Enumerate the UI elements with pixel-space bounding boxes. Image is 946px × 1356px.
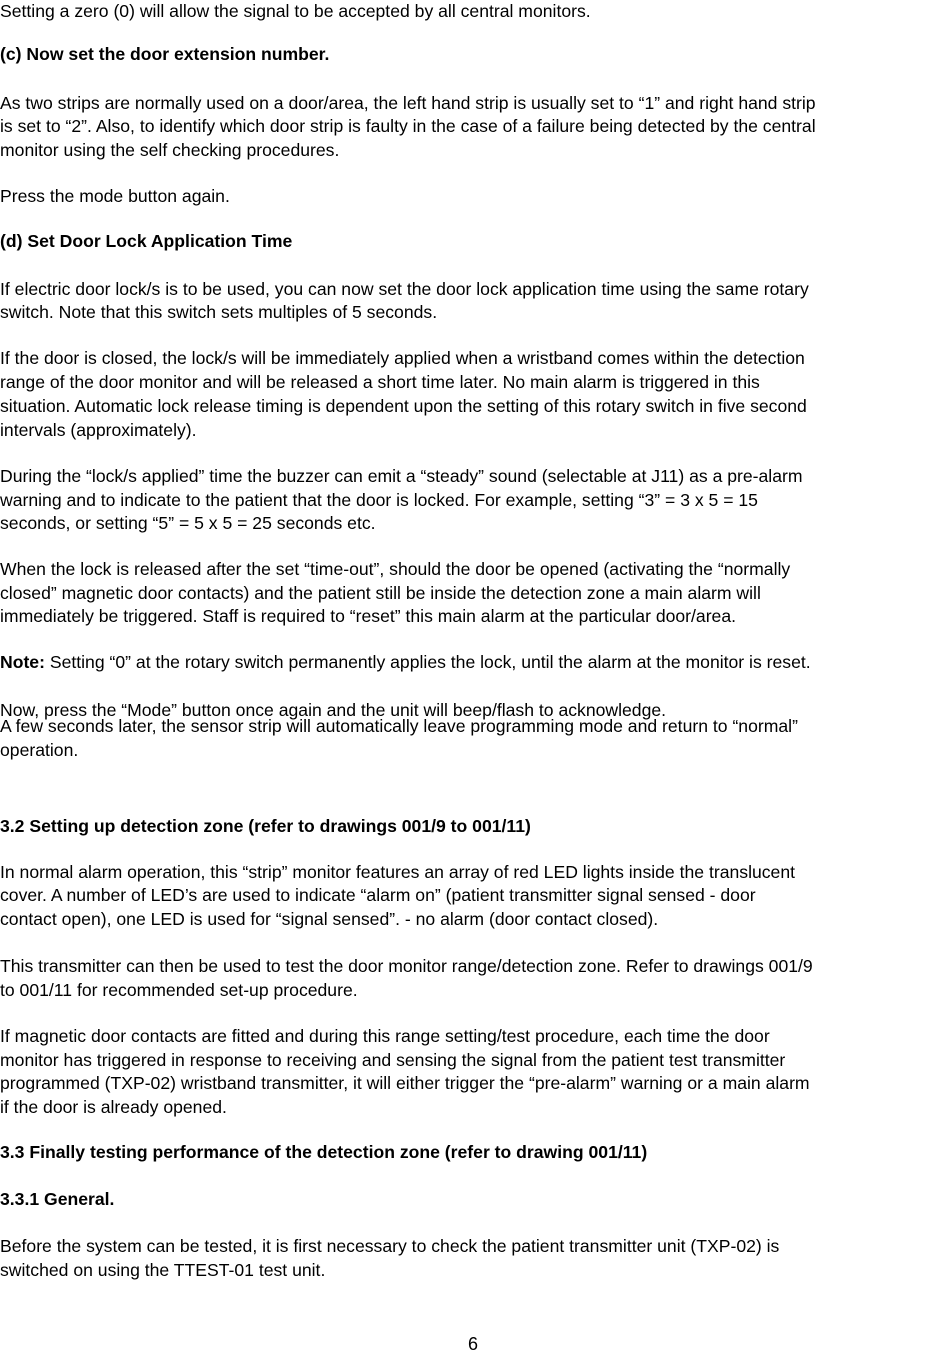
heading-3-2: 3.2 Setting up detection zone (refer to drawings 001/9 to 001/11) bbox=[0, 816, 531, 836]
paragraph-line: Press the mode button again. bbox=[0, 186, 230, 206]
note-line bbox=[0, 651, 811, 674]
paragraph-line: If magnetic door contacts are fitted and during this range setting/test procedure, each time the door bbox=[0, 1026, 770, 1046]
paragraph-line: If the door is closed, the lock/s will be immediately applied when a wristband comes within the detection bbox=[0, 348, 805, 368]
paragraph-line: This transmitter can then be used to test the door monitor range/detection zone. Refer to drawings 001/9 bbox=[0, 956, 813, 976]
paragraph-line: Setting a zero (0) will allow the signal to be accepted by all central monitors. bbox=[0, 1, 591, 21]
note-label: Note: bbox=[0, 652, 45, 672]
paragraph-line: Now, press the “Mode” button once again and the unit will beep/flash to acknowledge. bbox=[0, 700, 667, 720]
paragraph-line: monitor using the self checking procedures. bbox=[0, 140, 340, 160]
paragraph-line: When the lock is released after the set “time-out”, should the door be opened (activating the “normally bbox=[0, 559, 791, 579]
heading-c: (c) Now set the door extension number. bbox=[0, 44, 330, 64]
paragraph-line: range of the door monitor and will be released a short time later. No main alarm is triggered in this bbox=[0, 372, 760, 392]
paragraph-line: During the “lock/s applied” time the buzzer can emit a “steady” sound (selectable at J11) as a pre-alarm bbox=[0, 466, 803, 486]
heading-3-3-1: 3.3.1 General. bbox=[0, 1189, 115, 1209]
paragraph-line: Before the system can be tested, it is first necessary to check the patient transmitter unit (TXP-02) is bbox=[0, 1236, 780, 1256]
paragraph-line: monitor has triggered in response to receiving and sensing the signal from the patient test transmitter bbox=[0, 1050, 786, 1070]
paragraph-line: programmed (TXP-02) wristband transmitter, it will either trigger the “pre-alarm” warning or a main alarm bbox=[0, 1073, 810, 1093]
paragraph-line: A few seconds later, the sensor strip will automatically leave programming mode and return to “normal” bbox=[0, 716, 798, 736]
paragraph-line: As two strips are normally used on a door/area, the left hand strip is usually set to “1” and right hand strip bbox=[0, 93, 816, 113]
paragraph-line: immediately be triggered. Staff is required to “reset” this main alarm at the particular door/area. bbox=[0, 606, 737, 626]
paragraph-line: if the door is already opened. bbox=[0, 1097, 227, 1117]
page-number: 6 bbox=[467, 1334, 478, 1354]
heading-d: (d) Set Door Lock Application Time bbox=[0, 231, 293, 251]
paragraph-line: In normal alarm operation, this “strip” monitor features an array of red LED lights inside the translucent bbox=[0, 862, 796, 882]
paragraph-line: cover. A number of LED’s are used to indicate “alarm on” (patient transmitter signal sensed - door bbox=[0, 885, 756, 905]
paragraph-line: seconds, or setting “5” = 5 x 5 = 25 seconds etc. bbox=[0, 513, 376, 533]
paragraph-line: closed” magnetic door contacts) and the patient still be inside the detection zone a main alarm will bbox=[0, 583, 761, 603]
paragraph-line: operation. bbox=[0, 740, 79, 760]
paragraph-line: If electric door lock/s is to be used, you can now set the door lock application time using the same rotary bbox=[0, 279, 809, 299]
paragraph-line: situation. Automatic lock release timing is dependent upon the setting of this rotary switch in five second bbox=[0, 396, 807, 416]
paragraph-line: intervals (approximately). bbox=[0, 420, 197, 440]
heading-3-3: 3.3 Finally testing performance of the detection zone (refer to drawing 001/11) bbox=[0, 1142, 648, 1162]
paragraph-line: to 001/11 for recommended set-up procedure. bbox=[0, 980, 358, 1000]
paragraph-line: switch. Note that this switch sets multiples of 5 seconds. bbox=[0, 302, 438, 322]
paragraph-line: warning and to indicate to the patient that the door is locked. For example, setting “3” = 3 x 5 = 15 bbox=[0, 490, 758, 510]
note-text: Setting “0” at the rotary switch permanently applies the lock, until the alarm at the monitor is reset. bbox=[44, 652, 811, 672]
paragraph-line: contact open), one LED is used for “signal sensed”. - no alarm (door contact closed). bbox=[0, 909, 659, 929]
paragraph-line: is set to “2”. Also, to identify which door strip is faulty in the case of a failure being detected by the central bbox=[0, 116, 816, 136]
paragraph-line: switched on using the TTEST-01 test unit. bbox=[0, 1260, 326, 1280]
